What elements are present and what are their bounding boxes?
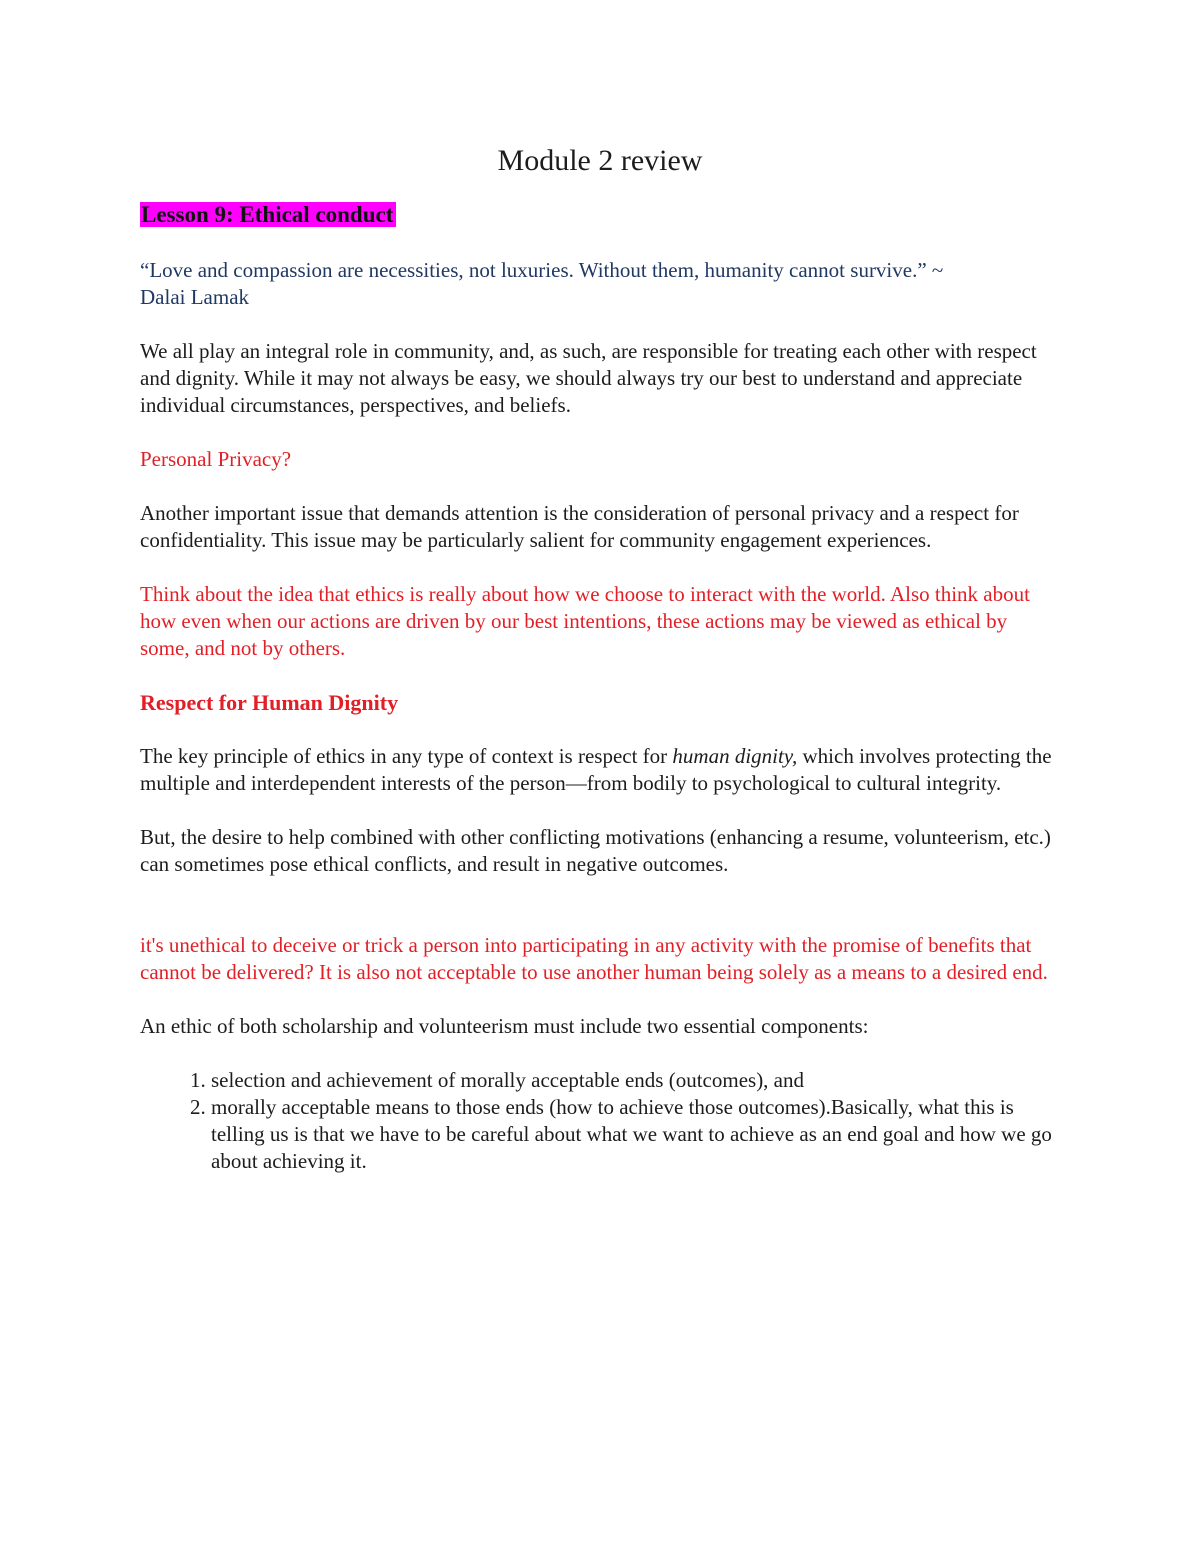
human-dignity-emphasis: human dignity, bbox=[672, 744, 798, 768]
community-paragraph: We all play an integral role in community, and, as such, are responsible for treating each other with respect and dignity. While it may not always be easy, we should always try our best to understand and appreciate individual circumstances, perspectives, and beliefs. bbox=[140, 339, 1037, 417]
quote-author: Dalai Lamak bbox=[140, 285, 250, 309]
list-item: 2. morally acceptable means to those ends (how to achieve those outcomes).Basically, what this is telling us is that we have to be careful about what we want to achieve as an end goal and how we go about achieving it. bbox=[211, 1094, 1060, 1175]
list-item: 1. selection and achievement of morally acceptable ends (outcomes), and bbox=[211, 1067, 1060, 1094]
key-principle-text-end: which involves protecting the multiple and interdependent interests of the person—from bodily to psychological to cultural integrity. bbox=[140, 744, 1052, 795]
quote-text: “Love and compassion are necessities, not luxuries. Without them, humanity cannot survive.” ~ bbox=[140, 258, 944, 282]
key-principle-text-start: The key principle of ethics in any type of context is respect for bbox=[140, 744, 673, 768]
lesson-heading-wrap bbox=[140, 199, 1060, 231]
think-paragraph: Think about the idea that ethics is really about how we choose to interact with the world. Also think about how even when our actions are driven by our best intentions, these actions may be viewed as ethical by some, and not by others. bbox=[140, 582, 1030, 660]
unethical-paragraph: it's unethical to deceive or trick a person into participating in any activity with the promise of benefits that cannot be delivered? It is also not acceptable to use another human being solely as a means to a desired end. bbox=[140, 933, 1048, 984]
quote-paragraph bbox=[140, 257, 1060, 311]
document-page bbox=[140, 140, 1060, 1175]
ethic-paragraph: An ethic of both scholarship and volunteerism must include two essential components: bbox=[140, 1014, 869, 1038]
dignity-heading: Respect for Human Dignity bbox=[140, 690, 399, 715]
components-list bbox=[140, 1067, 1060, 1175]
privacy-heading: Personal Privacy? bbox=[140, 447, 292, 471]
document-title: Module 2 review bbox=[497, 144, 703, 177]
privacy-paragraph: Another important issue that demands attention is the consideration of personal privacy and a respect for confidentiality. This issue may be particularly salient for community engagement experiences. bbox=[140, 501, 1019, 552]
desire-paragraph: But, the desire to help combined with other conflicting motivations (enhancing a resume, volunteerism, etc.) can sometimes pose ethical conflicts, and result in negative outcomes. bbox=[140, 825, 1051, 876]
lesson-heading: Lesson 9: Ethical conduct bbox=[140, 202, 396, 227]
key-principle-paragraph bbox=[140, 743, 1060, 797]
